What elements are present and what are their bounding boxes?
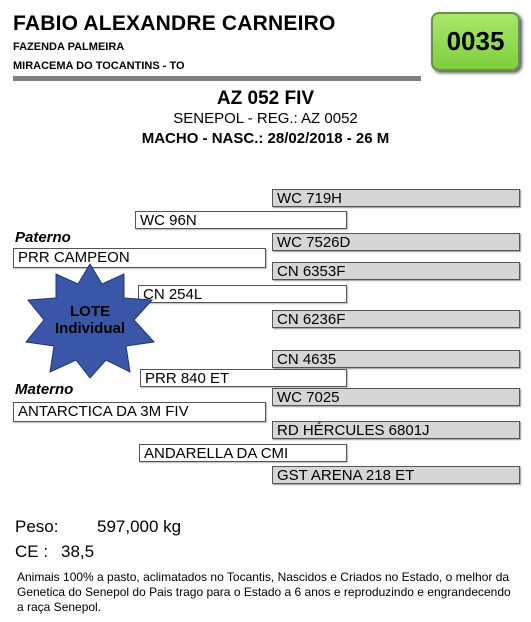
breed-registration: SENEPOL - REG.: AZ 0052 <box>173 110 358 127</box>
maternal-label: Materno <box>15 381 74 398</box>
paternal-label: Paterno <box>15 229 71 246</box>
sire-sire-box: WC 96N <box>135 211 347 229</box>
dam-sire-box: PRR 840 ET <box>140 369 347 387</box>
sire-dam-sire-box: CN 6353F <box>272 262 520 280</box>
ce-value: 38,5 <box>61 542 95 561</box>
weight-value: 597,000 kg <box>97 517 182 536</box>
dam-box: ANTARCTICA DA 3M FIV <box>13 402 266 422</box>
animal-name: AZ 052 FIV <box>216 88 315 109</box>
sex-birth-date: MACHO - NASC.: 28/02/2018 - 26 M <box>141 130 390 147</box>
lote-label-line1: LOTE <box>70 303 110 320</box>
dam-dam-box: ANDARELLA DA CMI <box>139 444 347 462</box>
sire-sire-dam-box: WC 7526D <box>272 233 520 251</box>
lote-label <box>20 303 160 337</box>
animal-description: Animais 100% a pasto, aclimatados no Tocantis, Nascidos e Criados no Estado, o melhor da Genetica do Senepol do Pais trago para o Estado a 6 anos e reproduzindo e engrandecendo a raça Senepol. <box>17 570 511 614</box>
dam-sire-sire-box: CN 4635 <box>272 350 520 368</box>
dam-sire-dam-box: WC 7025 <box>272 388 520 406</box>
weight-label: Peso: <box>15 517 59 536</box>
sire-sire-sire-box: WC 719H <box>272 189 520 207</box>
ce-label: CE : <box>15 542 49 561</box>
dam-dam-dam-box: GST ARENA 218 ET <box>272 466 520 484</box>
header-divider <box>13 76 421 81</box>
sire-dam-box: CN 254L <box>138 285 347 303</box>
lote-label-line2: Individual <box>54 320 125 337</box>
lot-number-badge: 0035 <box>431 12 520 71</box>
owner-name: FABIO ALEXANDRE CARNEIRO <box>13 12 336 35</box>
dam-dam-sire-box: RD HÉRCULES 6801J <box>272 421 520 439</box>
farm-name: FAZENDA PALMEIRA <box>13 41 125 53</box>
sire-box: PRR CAMPEON <box>13 248 266 268</box>
sire-dam-dam-box: CN 6236F <box>272 310 520 328</box>
city-name: MIRACEMA DO TOCANTINS - TO <box>13 60 185 72</box>
